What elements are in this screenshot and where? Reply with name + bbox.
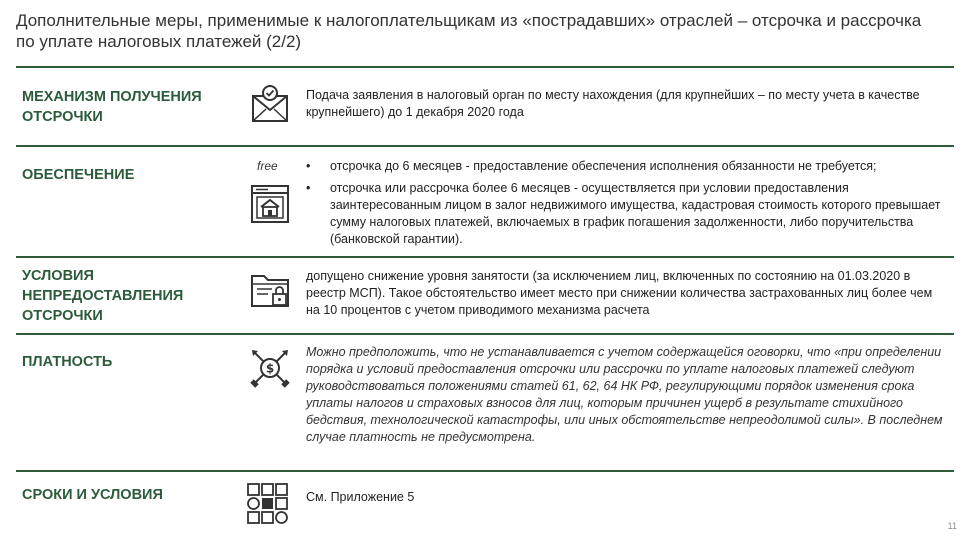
svg-text:$: $	[265, 361, 275, 376]
bullet-text: отсрочка или рассрочка более 6 месяцев - осуществляется при условии предоставления заинтересованным лицом в залог недвижимого имущества, кадастровая стоимость которого превышает сумму налоговых платежей, включаемых в график погашения задолженности, либо поручительства (банковской гарантии).	[330, 181, 941, 246]
bullet-dot: •	[306, 181, 311, 195]
grid-shapes-icon	[246, 482, 290, 526]
property-certificate-icon	[248, 182, 292, 226]
row-text-mechanism: Подача заявления в налоговый орган по месту нахождения (для крупнейших – по месту учета в качестве крупнейшего) до 1 декабря 2020 года	[306, 88, 920, 119]
list-item	[306, 158, 951, 175]
page-number: 11	[947, 521, 957, 531]
divider-1	[16, 145, 954, 147]
row-label-payment: ПЛАТНОСТЬ	[22, 354, 113, 370]
row-label-mechanism: МЕХАНИЗМ ПОЛУЧЕНИЯ ОТСРОЧКИ	[22, 89, 202, 125]
envelope-check-icon	[248, 82, 292, 126]
page-title: Дополнительные меры, применимые к налогоплательщикам из «пострадавших» отраслей – отсрочка и рассрочка по уплате налоговых платежей (2/2)	[16, 11, 922, 51]
row-text-payment: Можно предположить, что не устанавливается с учетом содержащейся оговорки, что «при определении порядка и условий предоставления отсрочки или рассрочки по уплате налоговых платежей следуют руководствоваться положениями статей 61, 62, 64 НК РФ, регулирующими порядок изменения срока уплаты налогов и страховых взносов для лиц, которым причинен ущерб в результате стихийного бедствия, технологической катастрофы, или иных обстоятельстве непреодолимой силы». В последнем случае платность не предусмотрена.	[306, 345, 943, 444]
bullet-dot: •	[306, 159, 311, 173]
divider-2	[16, 256, 954, 258]
divider-3	[16, 333, 954, 335]
money-tools-icon	[248, 346, 292, 390]
row-text-terms: См. Приложение 5	[306, 490, 415, 504]
locked-folder-icon	[248, 268, 292, 312]
security-bullet-list	[306, 158, 951, 248]
list-item	[306, 180, 951, 248]
free-tag: free	[257, 159, 278, 173]
divider-4	[16, 470, 954, 472]
row-text-security	[306, 158, 951, 253]
divider-top	[16, 66, 954, 68]
row-label-security: ОБЕСПЕЧЕНИЕ	[22, 167, 135, 183]
bullet-text: отсрочка до 6 месяцев - предоставление обеспечения исполнения обязанности не требуется;	[330, 159, 877, 173]
row-label-conditions: УСЛОВИЯ НЕПРЕДОСТАВЛЕНИЯ ОТСРОЧКИ	[22, 268, 184, 324]
row-text-conditions: допущено снижение уровня занятости (за исключением лиц, включенных по состоянию на 01.03.2020 в реестр МСП). Такое обстоятельство имеет место при снижении количества застрахованных лиц более чем на 10 процентов с учетом приводимого механизма расчета	[306, 269, 933, 317]
row-label-terms: СРОКИ И УСЛОВИЯ	[22, 487, 163, 503]
